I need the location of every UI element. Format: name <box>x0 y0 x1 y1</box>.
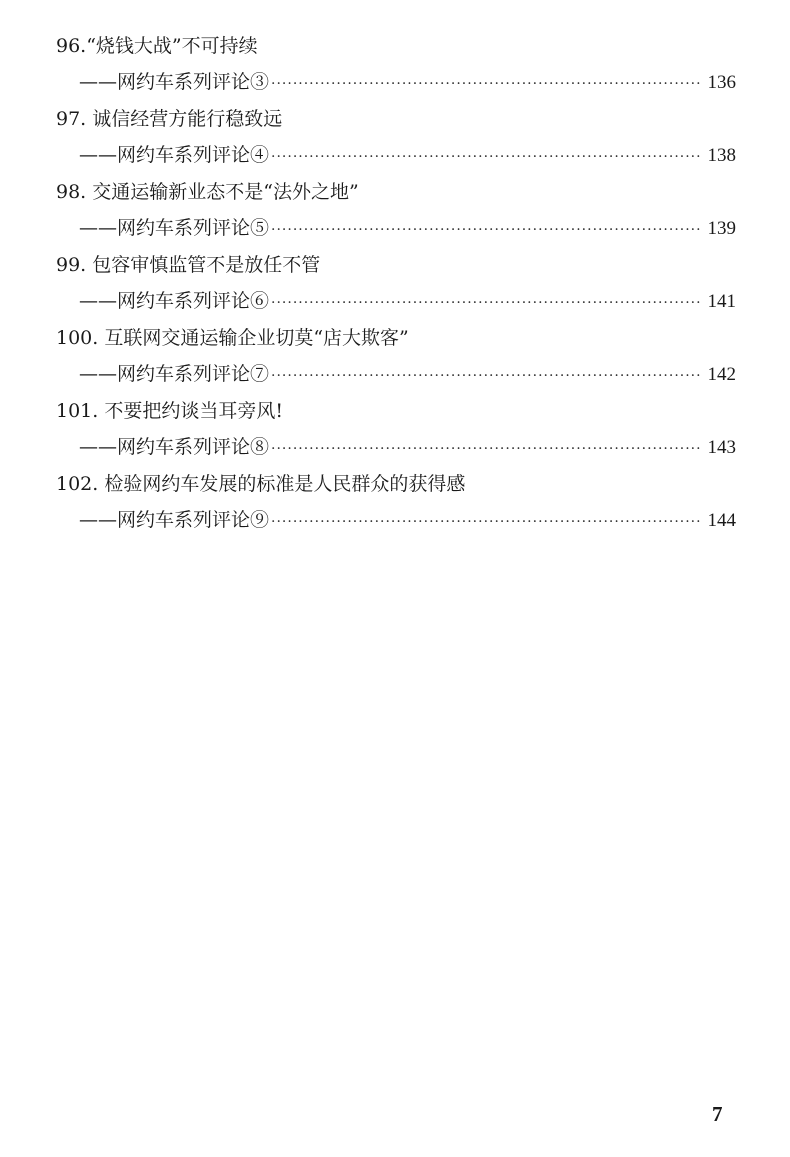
toc-entry-subtitle: ——网约车系列评论⑧ <box>79 436 270 458</box>
toc-entry <box>0 174 790 247</box>
toc-entry-subtitle: ——网约车系列评论⑤ <box>79 217 270 239</box>
toc-entry-page: 136 <box>707 72 736 93</box>
toc-entry <box>0 101 790 174</box>
toc-entry-page: 143 <box>707 437 736 458</box>
toc-entry-subtitle-line <box>0 356 790 393</box>
dot-leader <box>271 66 701 103</box>
toc-entry-subtitle-line <box>0 429 790 466</box>
toc-entry-title: 97. 诚信经营方能行稳致远 <box>56 108 283 130</box>
toc-entry-subtitle-line <box>0 283 790 320</box>
toc-entry <box>0 466 790 539</box>
dot-leader <box>271 431 701 468</box>
toc-entry-subtitle: ——网约车系列评论⑦ <box>79 363 270 385</box>
toc-entry-subtitle: ——网约车系列评论③ <box>79 71 270 93</box>
dot-leader <box>271 285 701 322</box>
toc-entry-page: 142 <box>707 364 736 385</box>
toc-entry-subtitle-line <box>0 137 790 174</box>
toc-entry-subtitle-line <box>0 64 790 101</box>
toc-entry-page: 144 <box>707 510 736 531</box>
page-number: 7 <box>712 1102 723 1126</box>
toc-entry-subtitle-line <box>0 502 790 539</box>
toc-entry-title: 102. 检验网约车发展的标准是人民群众的获得感 <box>56 473 466 495</box>
dot-leader <box>271 358 701 395</box>
toc-entry-title: 100. 互联网交通运输企业切莫“店大欺客” <box>56 327 409 349</box>
dot-leader <box>271 504 701 541</box>
toc-entry-subtitle: ——网约车系列评论⑥ <box>79 290 270 312</box>
toc-entry <box>0 393 790 466</box>
dot-leader <box>271 212 701 249</box>
toc-entry-title: 98. 交通运输新业态不是“法外之地” <box>56 181 359 203</box>
toc-entry <box>0 247 790 320</box>
toc-entry-page: 139 <box>707 218 736 239</box>
table-of-contents <box>0 28 790 539</box>
toc-entry-title: 101. 不要把约谈当耳旁风! <box>56 400 283 422</box>
dot-leader <box>271 139 701 176</box>
toc-entry-title: 99. 包容审慎监管不是放任不管 <box>56 254 321 276</box>
toc-entry-subtitle-line <box>0 210 790 247</box>
toc-entry-subtitle: ——网约车系列评论⑨ <box>79 509 270 531</box>
toc-entry-page: 141 <box>707 291 736 312</box>
toc-entry-title: 96.“烧钱大战”不可持续 <box>56 35 258 57</box>
toc-entry <box>0 28 790 101</box>
toc-entry-subtitle: ——网约车系列评论④ <box>79 144 270 166</box>
toc-entry-page: 138 <box>707 145 736 166</box>
toc-entry <box>0 320 790 393</box>
